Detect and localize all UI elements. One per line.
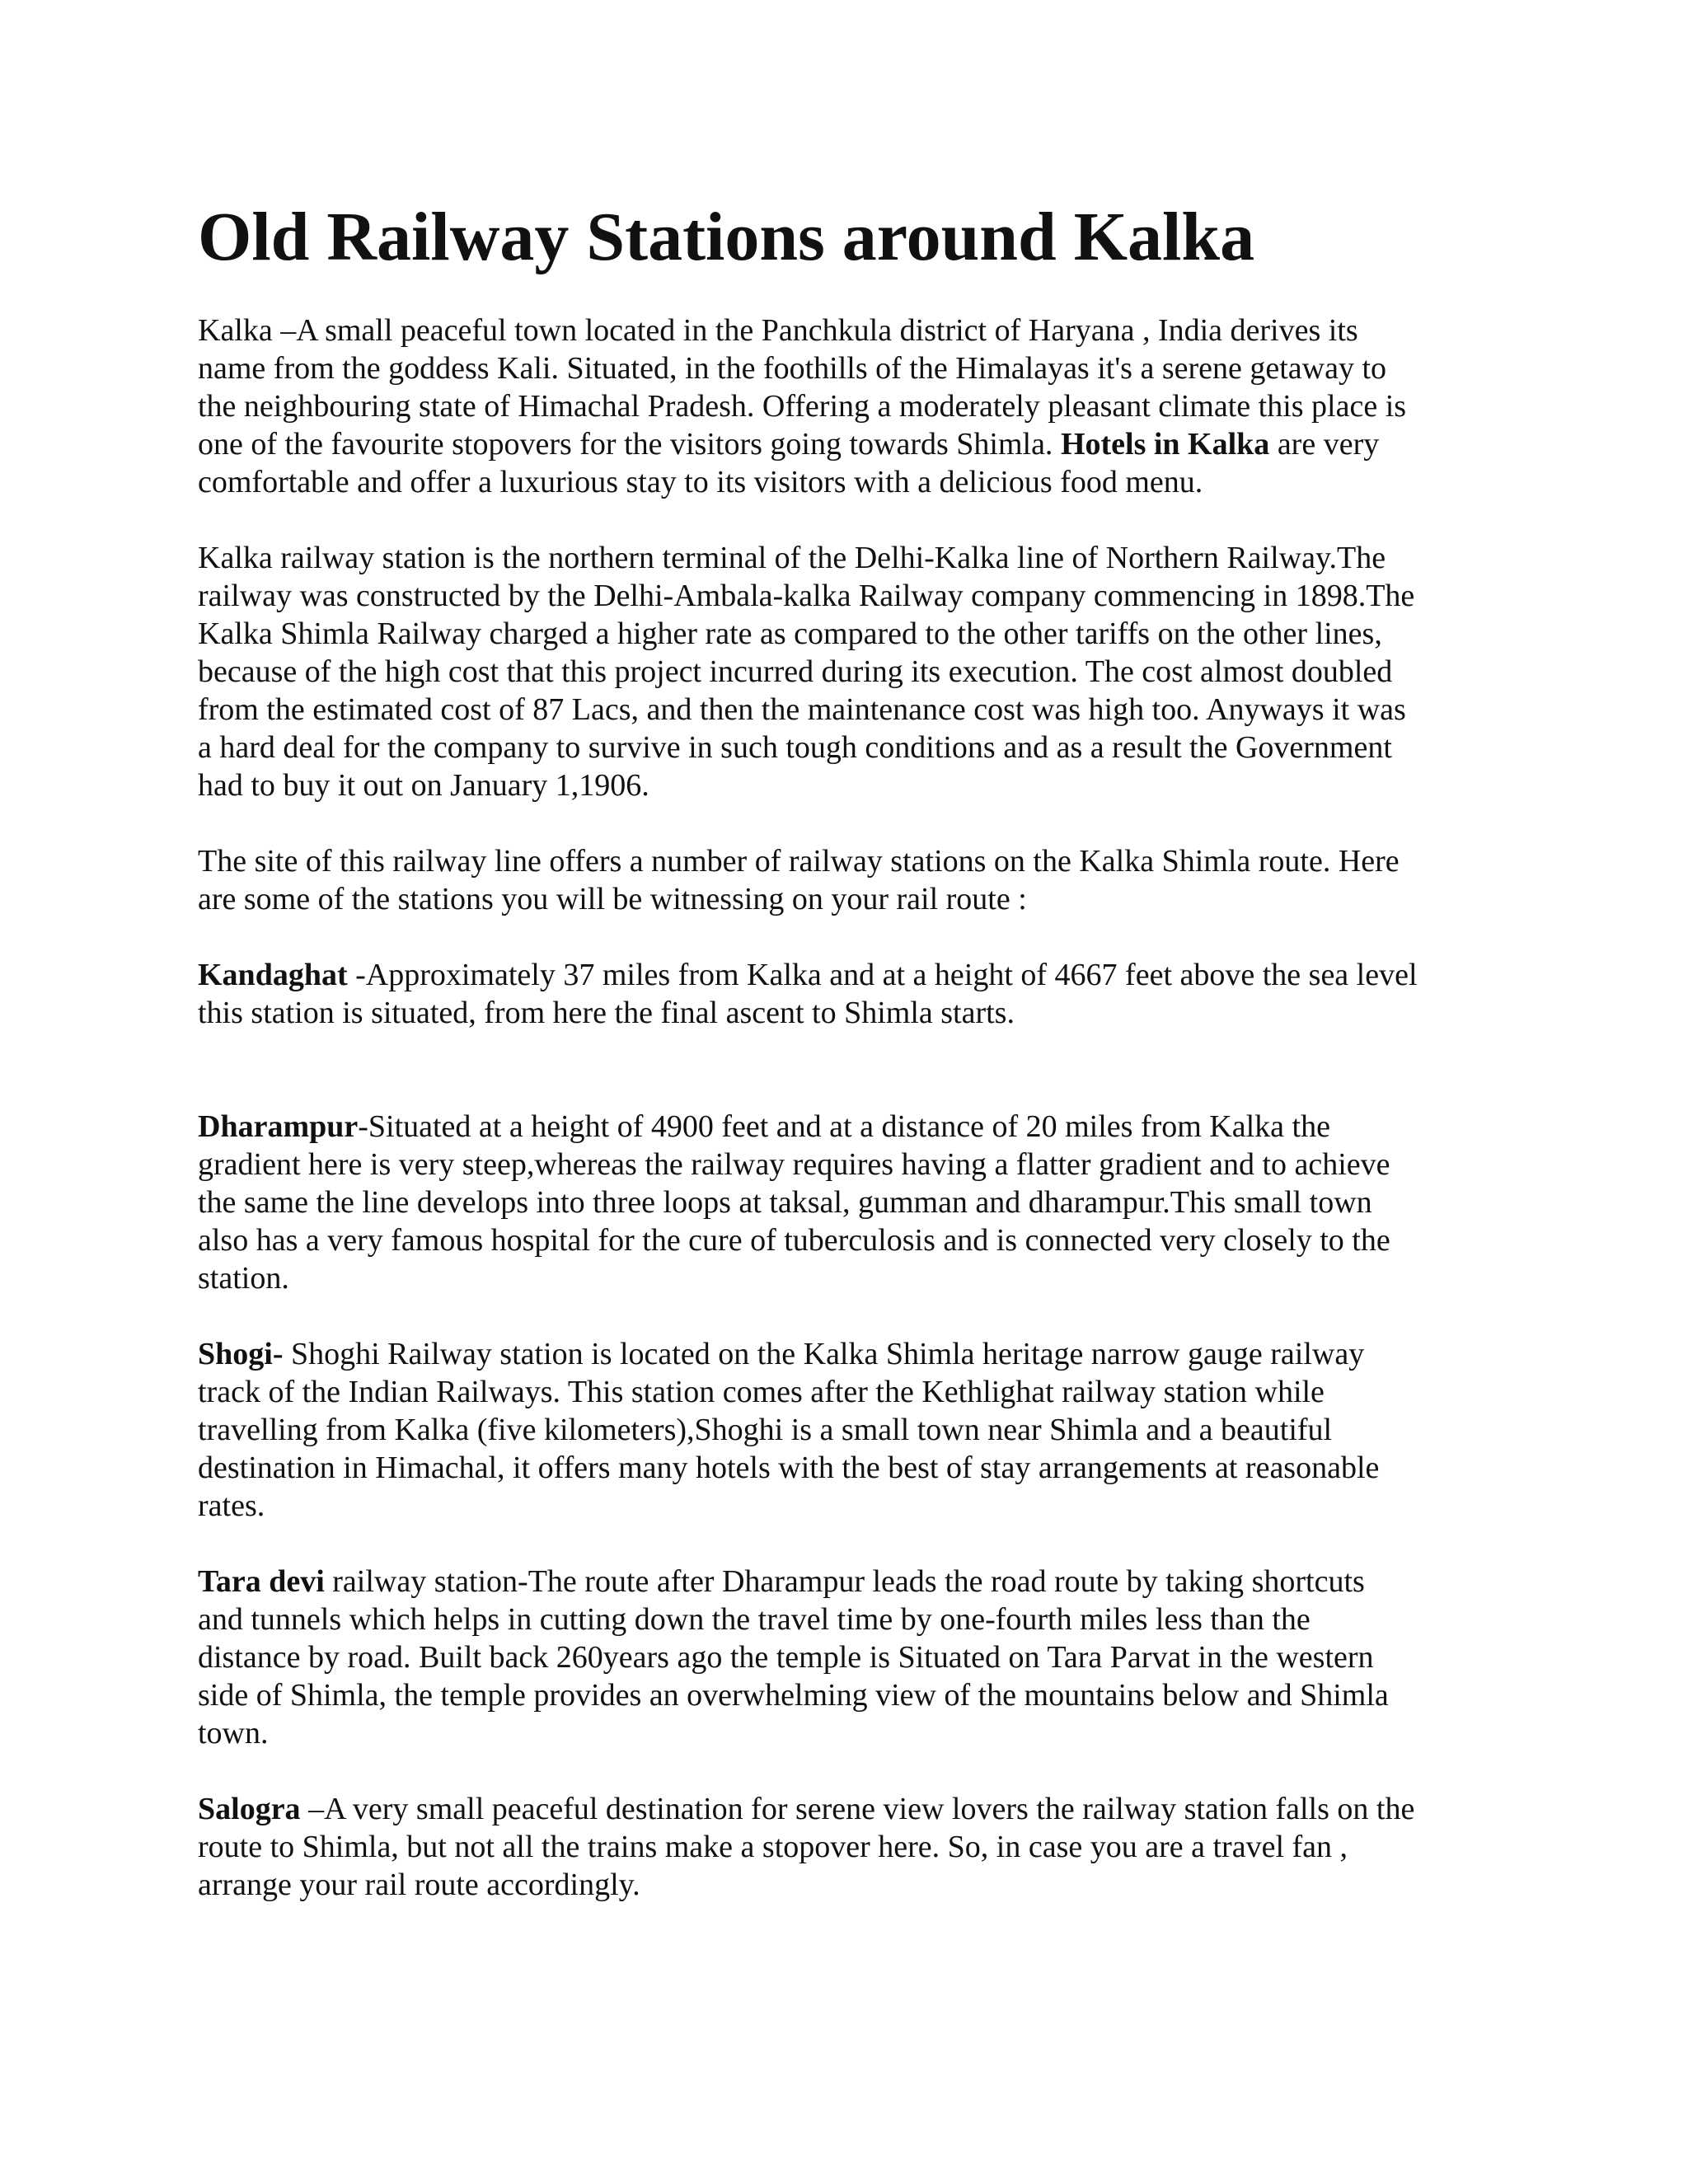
document-title: Old Railway Stations around Kalka: [198, 199, 1255, 275]
text-line: [198, 1601, 1389, 1638]
text-line: [198, 1714, 1389, 1752]
text-segment: name from the goddess Kali. Situated, in the foothills of the Himalayas it's a serene getaway to: [198, 351, 1387, 386]
text-segment: -Approximately 37 miles from Kalka and at a height of 4667 feet above the sea level: [347, 958, 1418, 992]
text-segment: The site of this railway line offers a number of railway stations on the Kalka Shimla route. Here: [198, 844, 1400, 879]
text-segment: Shoghi Railway station is located on the Kalka Shimla heritage narrow gauge railway: [283, 1337, 1365, 1371]
text-segment: are very: [1269, 427, 1380, 462]
paragraph-dharampur: [198, 1108, 1390, 1297]
text-line: [198, 1449, 1379, 1487]
text-segment: also has a very famous hospital for the cure of tuberculosis and is connected very closely to the: [198, 1223, 1390, 1258]
text-segment: –A very small peaceful destination for serene view lovers the railway station falls on the: [300, 1792, 1415, 1826]
text-line: [198, 1221, 1390, 1259]
text-segment: travelling from Kalka (five kilometers),Shoghi is a small town near Shimla and a beautiful: [198, 1413, 1333, 1447]
text-line: [198, 425, 1406, 463]
bold-term: Dharampur: [198, 1109, 359, 1144]
text-segment: rates.: [198, 1488, 265, 1523]
text-segment: Kalka Shimla Railway charged a higher rate as compared to the other tariffs on the other lines,: [198, 616, 1382, 651]
text-segment: Kalka –A small peaceful town located in the Panchkula district of Haryana , India derives its: [198, 313, 1358, 348]
text-line: [198, 1866, 1414, 1904]
text-line: [198, 1790, 1414, 1828]
bold-term: Salogra: [198, 1792, 301, 1826]
text-line: [198, 1676, 1389, 1714]
paragraph-kalka-intro: [198, 312, 1406, 501]
text-line: [198, 956, 1418, 994]
paragraph-kandaghat: [198, 956, 1418, 1032]
text-line: [198, 1335, 1379, 1373]
text-line: [198, 387, 1406, 425]
text-segment: railway station-The route after Dharampur leads the road route by taking shortcuts: [324, 1564, 1365, 1599]
text-line: [198, 539, 1414, 577]
text-line: [198, 577, 1414, 615]
text-segment: -Situated at a height of 4900 feet and at a distance of 20 miles from Kalka the: [358, 1109, 1330, 1144]
bold-term: Kandaghat: [198, 958, 348, 992]
text-line: [198, 1373, 1379, 1411]
text-line: [198, 653, 1414, 691]
text-line: [198, 1108, 1390, 1146]
text-line: [198, 729, 1414, 766]
paragraph-tara-devi: [198, 1563, 1389, 1752]
text-segment: Kalka railway station is the northern terminal of the Delhi-Kalka line of Northern Railway.The: [198, 541, 1386, 575]
text-line: [198, 1183, 1390, 1221]
text-segment: route to Shimla, but not all the trains make a stopover here. So, in case you are a travel fan ,: [198, 1830, 1348, 1864]
paragraph-stations-intro: [198, 842, 1400, 918]
text-segment: comfortable and offer a luxurious stay to its visitors with a delicious food menu.: [198, 465, 1203, 499]
text-line: [198, 1487, 1379, 1525]
text-segment: because of the high cost that this project incurred during its execution. The cost almost doubled: [198, 654, 1393, 689]
text-segment: a hard deal for the company to survive in such tough conditions and as a result the Government: [198, 730, 1392, 765]
text-line: [198, 766, 1414, 804]
text-segment: the same the line develops into three loops at taksal, gumman and dharampur.This small town: [198, 1185, 1372, 1220]
text-segment: are some of the stations you will be witnessing on your rail route :: [198, 882, 1027, 916]
text-segment: this station is situated, from here the final ascent to Shimla starts.: [198, 996, 1015, 1030]
text-segment: the neighbouring state of Himachal Pradesh. Offering a moderately pleasant climate this place is: [198, 389, 1407, 424]
text-line: [198, 615, 1414, 653]
text-segment: from the estimated cost of 87 Lacs, and then the maintenance cost was high too. Anyways it was: [198, 692, 1406, 727]
text-line: [198, 1146, 1390, 1183]
text-line: [198, 349, 1406, 387]
text-line: [198, 1828, 1414, 1866]
bold-term: Tara devi: [198, 1564, 325, 1599]
text-segment: arrange your rail route accordingly.: [198, 1868, 640, 1902]
text-line: [198, 1259, 1390, 1297]
paragraph-shogi: [198, 1335, 1379, 1525]
text-line: [198, 463, 1406, 501]
text-line: [198, 880, 1400, 918]
text-segment: had to buy it out on January 1,1906.: [198, 768, 649, 803]
text-segment: track of the Indian Railways. This station comes after the Kethlighat railway station while: [198, 1375, 1325, 1409]
text-line: [198, 691, 1414, 729]
text-line: [198, 1411, 1379, 1449]
paragraph-kalka-railway-history: [198, 539, 1414, 804]
bold-term: Hotels in Kalka: [1060, 427, 1270, 462]
text-segment: one of the favourite stopovers for the visitors going towards Shimla.: [198, 427, 1061, 462]
text-segment: railway was constructed by the Delhi-Ambala-kalka Railway company commencing in 1898.The: [198, 579, 1415, 613]
paragraph-salogra: [198, 1790, 1414, 1904]
text-line: [198, 312, 1406, 349]
text-line: [198, 1563, 1389, 1601]
text-line: [198, 1638, 1389, 1676]
text-line: [198, 994, 1418, 1032]
text-segment: side of Shimla, the temple provides an overwhelming view of the mountains below and Shimla: [198, 1678, 1389, 1713]
text-segment: destination in Himachal, it offers many hotels with the best of stay arrangements at reasonable: [198, 1451, 1380, 1485]
text-segment: gradient here is very steep,whereas the railway requires having a flatter gradient and to achieve: [198, 1147, 1390, 1182]
text-segment: station.: [198, 1261, 289, 1296]
text-segment: distance by road. Built back 260years ago the temple is Situated on Tara Parvat in the western: [198, 1640, 1374, 1675]
text-segment: town.: [198, 1716, 269, 1750]
text-segment: and tunnels which helps in cutting down the travel time by one-fourth miles less than the: [198, 1602, 1311, 1637]
bold-term: Shogi-: [198, 1337, 284, 1371]
text-line: [198, 842, 1400, 880]
